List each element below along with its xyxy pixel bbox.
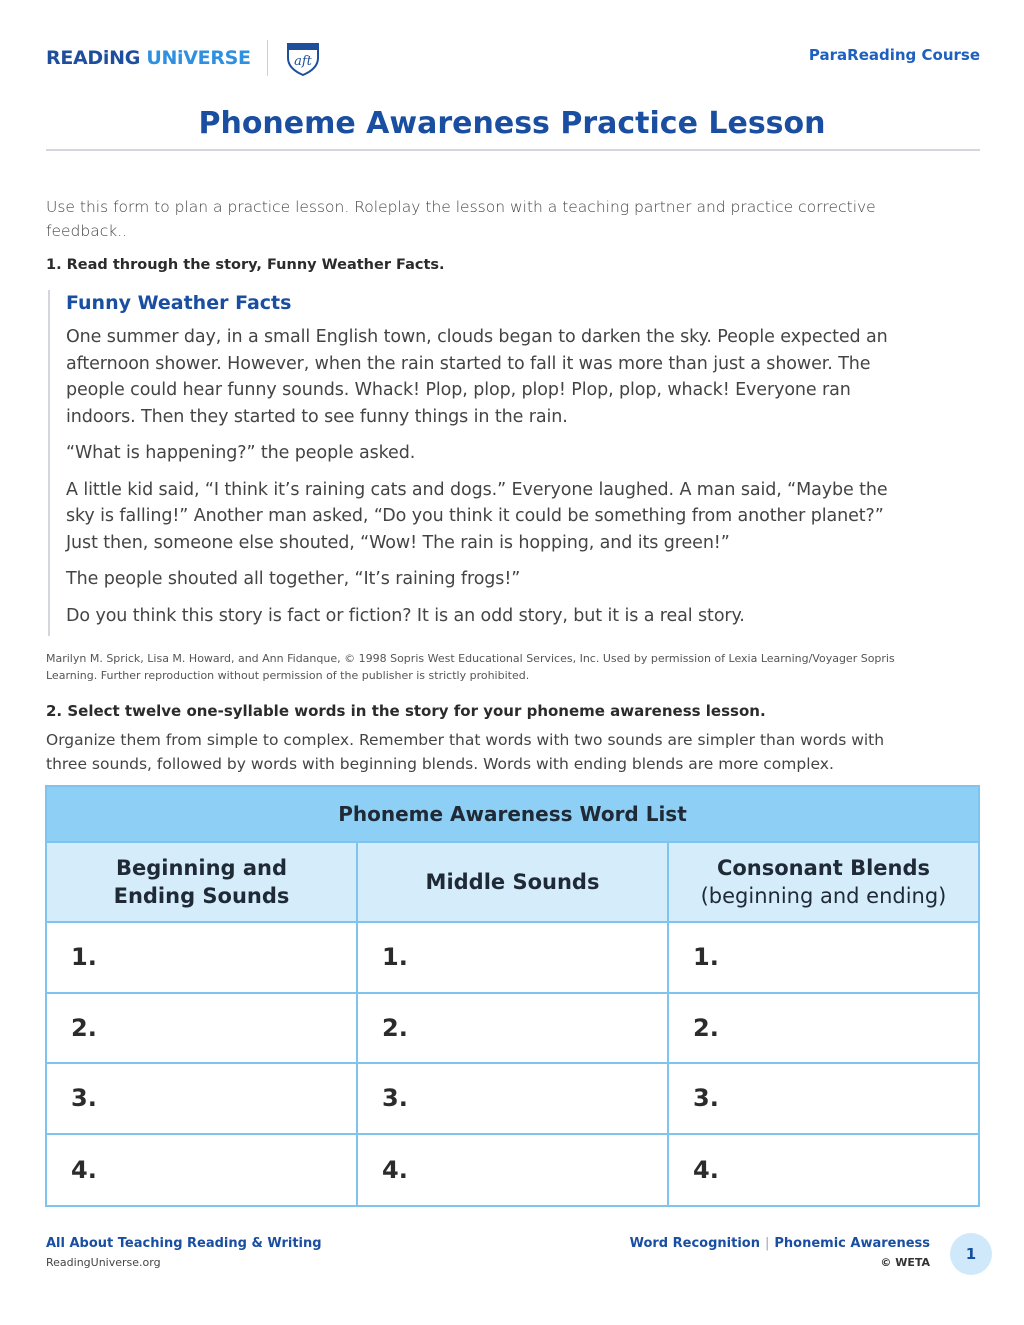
step-1-instruction: 1. Read through the story, Funny Weather Facts. bbox=[46, 257, 445, 273]
word-entry-cell[interactable]: 1. bbox=[47, 923, 358, 992]
table-header-row bbox=[47, 843, 978, 923]
column-header-blends bbox=[669, 843, 978, 921]
page-title: Phoneme Awareness Practice Lesson bbox=[198, 106, 826, 141]
story-title: Funny Weather Facts bbox=[66, 292, 292, 314]
table-row bbox=[47, 994, 978, 1065]
story-paragraph: “What is happening?” the people asked. bbox=[66, 443, 416, 463]
word-entry-cell[interactable]: 4. bbox=[693, 1155, 719, 1184]
table-row bbox=[47, 1135, 978, 1206]
story-paragraph: A little kid said, “I think it’s raining cats and dogs.” Everyone laughed. A man said, “Maybe the sky is falling!” Another man asked, “Do you think it could be something from another planet?” Just then, someone else shouted, “Wow! The rain is hopping, and its green!” bbox=[66, 479, 888, 553]
course-label[interactable]: ParaReading Course bbox=[808, 46, 980, 64]
footer-left bbox=[46, 1236, 322, 1269]
svg-text:aft: aft bbox=[293, 54, 312, 69]
intro-text: Use this form to plan a practice lesson. Roleplay the lesson with a teaching partner and practice corrective feedback.. bbox=[46, 198, 876, 240]
footer-right bbox=[630, 1236, 930, 1269]
page-header bbox=[46, 34, 980, 78]
footer-copyright: © WETA bbox=[880, 1256, 930, 1269]
step-2-instruction: 2. Select twelve one-syllable words in the story for your phoneme awareness lesson. bbox=[46, 702, 766, 720]
word-entry-cell[interactable]: 2. bbox=[47, 994, 358, 1063]
table-title: Phoneme Awareness Word List bbox=[47, 787, 978, 843]
word-entry-cell[interactable]: 1. bbox=[693, 943, 719, 972]
story-paragraph: The people shouted all together, “It’s raining frogs!” bbox=[66, 569, 521, 589]
footer-site-url[interactable]: ReadingUniverse.org bbox=[46, 1256, 161, 1269]
column-header-beginning-ending bbox=[47, 843, 358, 921]
reading-universe-logo[interactable] bbox=[46, 40, 324, 76]
story-block bbox=[48, 290, 908, 636]
title-divider bbox=[46, 149, 980, 151]
word-entry-cell[interactable]: 3. bbox=[47, 1064, 358, 1133]
column-header-label: Middle Sounds bbox=[425, 870, 600, 894]
word-list-table bbox=[45, 785, 980, 1207]
footer-separator: | bbox=[764, 1236, 770, 1251]
logo-word-reading: READiNG bbox=[46, 47, 147, 69]
word-entry-cell[interactable]: 2. bbox=[358, 994, 669, 1063]
column-header-line: Consonant Blends bbox=[716, 856, 931, 880]
column-header-middle bbox=[358, 843, 669, 921]
aft-logo-icon bbox=[282, 40, 324, 76]
word-entry-cell[interactable]: 3. bbox=[693, 1084, 719, 1113]
column-header-subline: (beginning and ending) bbox=[700, 884, 947, 908]
logo-divider bbox=[267, 40, 268, 76]
column-header-line: Ending Sounds bbox=[113, 884, 290, 908]
column-header-line: Beginning and bbox=[115, 856, 288, 880]
word-entry-cell[interactable]: 3. bbox=[358, 1064, 669, 1133]
footer-link-phonemic-awareness[interactable]: Phonemic Awareness bbox=[774, 1236, 930, 1251]
word-entry-cell[interactable]: 2. bbox=[693, 1013, 719, 1042]
word-entry-cell[interactable]: 4. bbox=[358, 1135, 669, 1206]
footer-series-title[interactable]: All About Teaching Reading & Writing bbox=[46, 1236, 322, 1251]
logo-word-universe: UNiVERSE bbox=[146, 47, 251, 69]
word-entry-cell[interactable]: 4. bbox=[47, 1135, 358, 1206]
page-number-badge: 1 bbox=[950, 1233, 992, 1275]
story-paragraph: Do you think this story is fact or fiction? It is an odd story, but it is a real story. bbox=[66, 605, 745, 626]
footer-link-word-recognition[interactable]: Word Recognition bbox=[629, 1236, 760, 1251]
word-entry-cell[interactable]: 1. bbox=[358, 923, 669, 992]
table-row bbox=[47, 1064, 978, 1135]
logo-wordmark bbox=[46, 47, 251, 69]
step-2-description: Organize them from simple to complex. Remember that words with two sounds are simpler than words with three sounds, followed by words with beginning blends. Words with ending blends are more complex. bbox=[46, 731, 885, 773]
story-citation: Marilyn M. Sprick, Lisa M. Howard, and Ann Fidanque, © 1998 Sopris West Educational Services, Inc. Used by permission of Lexia Learning/Voyager Sopris Learning. Further reproduction without permission of the publisher is strictly prohibited. bbox=[46, 652, 895, 682]
table-row bbox=[47, 923, 978, 994]
story-paragraph: One summer day, in a small English town, clouds began to darken the sky. People expected an afternoon shower. However, when the rain started to fall it was more than just a shower. The people could hear funny sounds. Whack! Plop, plop, plop! Plop, plop, whack! Everyone ran indoors. Then they started to see funny things in the rain. bbox=[66, 327, 888, 427]
